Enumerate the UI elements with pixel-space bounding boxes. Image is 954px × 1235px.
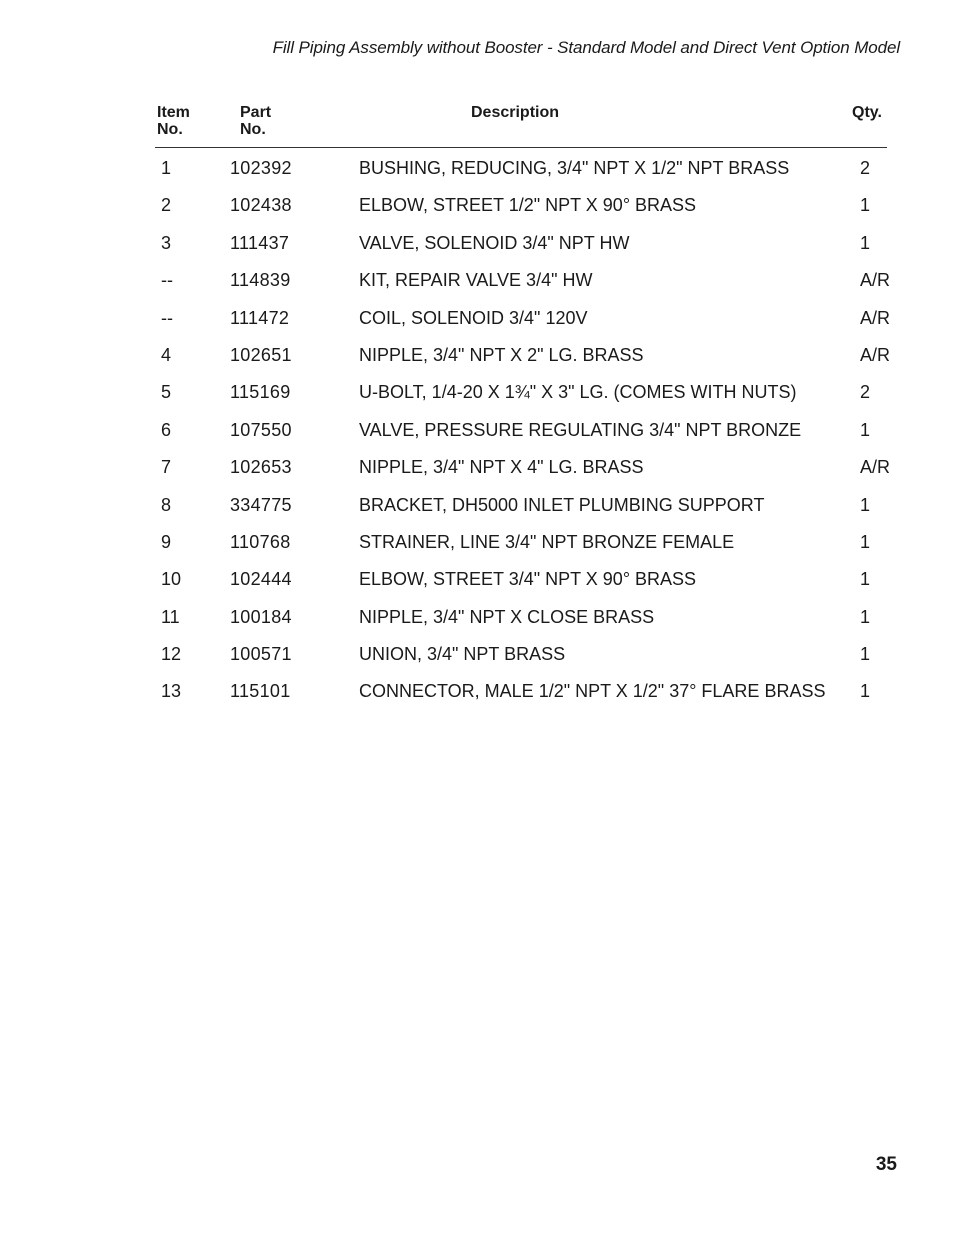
cell-description: UNION, 3/4" NPT BRASS [359, 644, 566, 665]
table-row [0, 599, 954, 636]
cell-description: COIL, SOLENOID 3/4" 120V [359, 307, 588, 328]
cell-qty: 1 [860, 232, 871, 253]
cell-qty: 1 [860, 494, 871, 515]
table-row [0, 673, 954, 710]
column-header-item-line2: No. [157, 121, 183, 138]
cell-qty: A/R [860, 344, 891, 365]
cell-qty: 1 [860, 419, 871, 440]
cell-description: U-BOLT, 1/4-20 X 1¾" X 3" LG. (COMES WITH NUTS) [359, 382, 797, 403]
cell-part-no: 102653 [230, 457, 292, 478]
cell-part-no: 102651 [230, 344, 292, 365]
cell-qty: 2 [860, 382, 871, 403]
cell-item-no: 9 [161, 531, 172, 552]
table-row [0, 412, 954, 449]
cell-part-no: 102444 [230, 569, 292, 590]
cell-qty: 1 [860, 681, 871, 702]
header-divider [155, 147, 887, 148]
cell-qty: 1 [860, 644, 871, 665]
table-row [0, 449, 954, 486]
cell-qty: 1 [860, 195, 871, 216]
cell-description: KIT, REPAIR VALVE 3/4" HW [359, 270, 593, 291]
cell-item-no: 8 [161, 494, 172, 515]
table-row [0, 150, 954, 187]
cell-description: CONNECTOR, MALE 1/2" NPT X 1/2" 37° FLARE BRASS [359, 681, 826, 702]
column-header-part-line2: No. [240, 121, 266, 138]
cell-part-no: 114839 [230, 270, 291, 291]
cell-qty: 2 [860, 158, 871, 178]
cell-item-no: 3 [161, 232, 172, 253]
table-header [0, 104, 954, 144]
cell-part-no: 102392 [230, 158, 292, 178]
cell-part-no: 102438 [230, 195, 292, 216]
cell-qty: A/R [860, 307, 891, 328]
page-number: 35 [875, 1154, 897, 1175]
cell-description: VALVE, PRESSURE REGULATING 3/4" NPT BRONZE [359, 419, 802, 440]
column-header-part-line1: Part [240, 104, 272, 121]
table-row [0, 337, 954, 374]
table-row [0, 636, 954, 673]
column-header-qty: Qty. [852, 104, 882, 121]
column-header-description: Description [471, 104, 560, 121]
table-row [0, 300, 954, 337]
table-row [0, 561, 954, 598]
column-header-item-no [157, 104, 190, 138]
cell-item-no: -- [161, 270, 173, 291]
cell-part-no: 111437 [230, 232, 290, 253]
column-header-item-line1: Item [157, 104, 190, 121]
table-row [0, 487, 954, 524]
cell-item-no: 12 [161, 644, 182, 665]
table-row [0, 262, 954, 299]
cell-item-no: 13 [161, 681, 182, 702]
cell-part-no: 115169 [230, 382, 291, 403]
cell-item-no: 10 [161, 569, 182, 590]
cell-description: NIPPLE, 3/4" NPT X 4" LG. BRASS [359, 457, 644, 478]
cell-qty: A/R [860, 270, 891, 291]
cell-part-no: 107550 [230, 419, 292, 440]
cell-qty: A/R [860, 457, 891, 478]
cell-qty: 1 [860, 531, 871, 552]
cell-part-no: 110768 [230, 531, 291, 552]
cell-description: BRACKET, DH5000 INLET PLUMBING SUPPORT [359, 494, 765, 515]
cell-item-no: 4 [161, 344, 172, 365]
cell-description: STRAINER, LINE 3/4" NPT BRONZE FEMALE [359, 531, 735, 552]
cell-item-no: 11 [161, 606, 180, 627]
cell-part-no: 111472 [230, 307, 290, 328]
page-header-title: Fill Piping Assembly without Booster - Standard Model and Direct Vent Option Model [272, 38, 900, 57]
cell-part-no: 100184 [230, 606, 292, 627]
cell-item-no: 2 [161, 195, 172, 216]
cell-description: NIPPLE, 3/4" NPT X CLOSE BRASS [359, 606, 655, 627]
cell-part-no: 100571 [230, 644, 292, 665]
cell-item-no: -- [161, 307, 173, 328]
cell-qty: 1 [860, 606, 871, 627]
cell-item-no: 7 [161, 457, 172, 478]
parts-table-body [0, 150, 954, 711]
cell-description: BUSHING, REDUCING, 3/4" NPT X 1/2" NPT BRASS [359, 158, 790, 178]
table-row [0, 187, 954, 224]
cell-qty: 1 [860, 569, 871, 590]
table-row [0, 524, 954, 561]
cell-description: ELBOW, STREET 1/2" NPT X 90° BRASS [359, 195, 697, 216]
cell-description: NIPPLE, 3/4" NPT X 2" LG. BRASS [359, 344, 644, 365]
table-row [0, 225, 954, 262]
cell-item-no: 1 [161, 158, 172, 178]
column-header-part-no [240, 104, 271, 138]
cell-description: VALVE, SOLENOID 3/4" NPT HW [359, 232, 630, 253]
cell-part-no: 334775 [230, 494, 292, 515]
table-row [0, 374, 954, 411]
cell-description: ELBOW, STREET 3/4" NPT X 90° BRASS [359, 569, 697, 590]
cell-item-no: 5 [161, 382, 172, 403]
cell-part-no: 115101 [230, 681, 291, 702]
cell-item-no: 6 [161, 419, 172, 440]
